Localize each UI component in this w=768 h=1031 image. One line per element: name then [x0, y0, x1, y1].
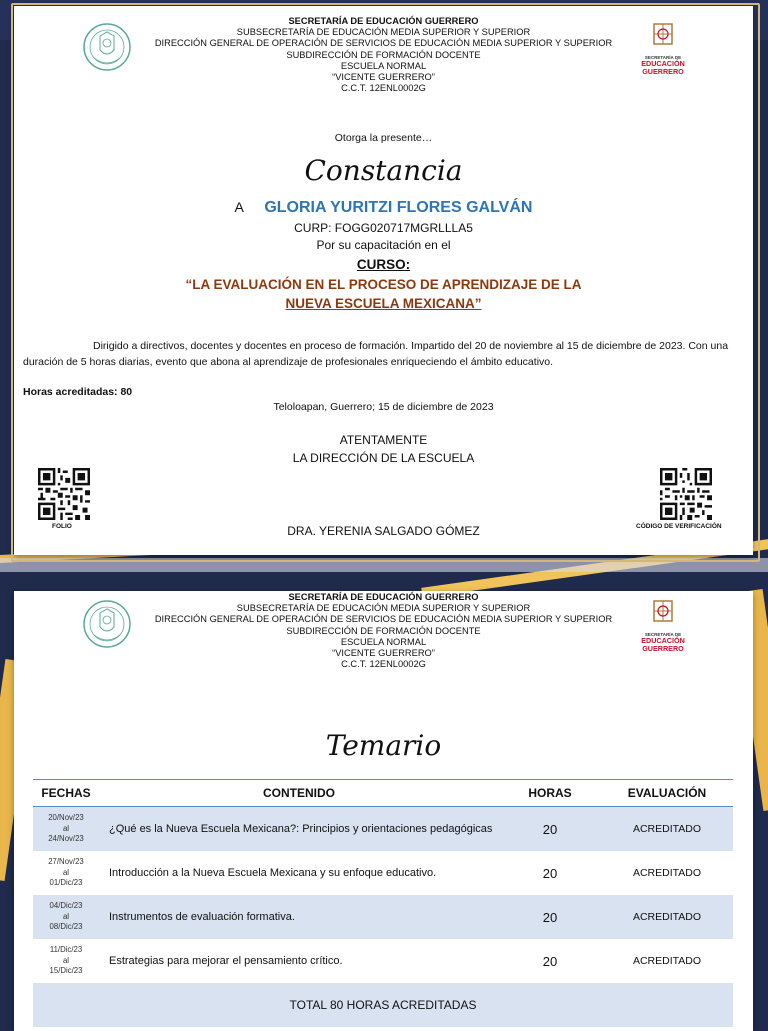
column-header-evaluation: EVALUACIÓN: [601, 780, 733, 807]
date-al: al: [62, 867, 70, 877]
evaluation-cell: ACREDITADO: [601, 807, 733, 852]
hours-cell: 20: [499, 807, 601, 852]
hours-cell: 20: [499, 895, 601, 939]
header-line: ESCUELA NORMAL: [340, 636, 427, 647]
total-hours: TOTAL 80 HORAS ACREDITADAS: [33, 983, 733, 1027]
course-title-line2: NUEVA ESCUELA MEXICANA”: [285, 296, 482, 311]
header-line: DIRECCIÓN GENERAL DE OPERACIÓN DE SERVICIOS DE EDUCACIÓN MEDIA SUPERIOR Y SUPERIOR: [154, 614, 613, 625]
syllabus-title: Temario: [325, 729, 442, 762]
evaluation-cell: ACREDITADO: [632, 867, 702, 879]
date-al: al: [62, 823, 70, 833]
recipient-prefix: A: [234, 199, 244, 215]
date-from: 20/Nov/23: [48, 813, 84, 823]
date-to: 08/Dic/23: [49, 922, 83, 932]
logo-mid-text: EDUCACIÓN: [641, 636, 685, 645]
certificate-title: Constancia: [304, 154, 463, 187]
evaluation-cell: ACREDITADO: [601, 895, 733, 939]
header-line: “VICENTE GUERRERO”: [332, 72, 435, 83]
hours-cell: 20: [542, 953, 558, 969]
header-line: C.C.T. 12ENL0002G: [341, 83, 426, 94]
closing-text: ATENTAMENTE: [339, 433, 428, 447]
folio-label: FOLIO: [52, 523, 72, 530]
header-line: SUBDIRECCIÓN DE FORMACIÓN DOCENTE: [286, 625, 481, 636]
recipient-name: GLORIA YURITZI FLORES GALVÁN: [264, 199, 533, 216]
date-al: al: [62, 955, 70, 965]
header-line: SECRETARÍA DE EDUCACIÓN GUERRERO: [288, 16, 479, 26]
date-to: 15/Dic/23: [49, 966, 83, 976]
course-title-line1: “LA EVALUACIÓN EN EL PROCESO DE APRENDIZAJE DE LA: [185, 277, 582, 292]
header-line: SUBDIRECCIÓN DE FORMACIÓN DOCENTE: [286, 49, 481, 60]
column-header-hours: HORAS: [499, 780, 601, 807]
date-range: [33, 851, 99, 895]
date-range: [33, 895, 99, 939]
table-row: [33, 851, 733, 895]
total-row: [33, 983, 733, 1027]
background-light-stripe: [0, 558, 768, 572]
header-line: DIRECCIÓN GENERAL DE OPERACIÓN DE SERVICIOS DE EDUCACIÓN MEDIA SUPERIOR Y SUPERIOR: [154, 38, 613, 49]
certificate-page: [14, 6, 753, 555]
logo-bottom-text: GUERRERO: [642, 67, 684, 76]
course-description: Dirigido a directivos, docentes y docentes en proceso de formación. Impartido del 20 de noviembre al 15 de diciembre de 2023. Con una duración de 5 horas diarias, evento que abona al aprendizaje de profesionales enriqueciendo el ámbito educativo.: [23, 340, 729, 368]
verification-code-label: CÓDIGO DE VERIFICACIÓN: [636, 523, 722, 530]
logo-mid-text: EDUCACIÓN: [641, 59, 685, 68]
institution-header: [14, 592, 753, 670]
logo-top-text: SECRETARÍA DE: [644, 632, 682, 637]
school-direction: LA DIRECCIÓN DE LA ESCUELA: [292, 451, 475, 465]
signer-name: DRA. YERENIA SALGADO GÓMEZ: [287, 524, 480, 538]
date-range: [33, 807, 99, 852]
table-header-row: [33, 780, 733, 807]
content-cell: ¿Qué es la Nueva Escuela Mexicana?: Principios y orientaciones pedagógicas: [99, 807, 499, 852]
verification-qr-code-icon: [660, 468, 712, 520]
header-line: SECRETARÍA DE EDUCACIÓN GUERRERO: [288, 592, 479, 602]
content-cell: Estrategias para mejorar el pensamiento crítico.: [109, 955, 343, 967]
column-header-content: CONTENIDO: [99, 780, 499, 807]
date-range: [33, 939, 99, 983]
header-line: SUBSECRETARÍA DE EDUCACIÓN MEDIA SUPERIOR Y SUPERIOR: [236, 27, 531, 38]
header-line: C.C.T. 12ENL0002G: [341, 659, 426, 670]
header-line: “VICENTE GUERRERO”: [332, 648, 435, 659]
date-from: 27/Nov/23: [48, 857, 84, 867]
curp: CURP: FOGG020717MGRLLLA5: [294, 221, 473, 235]
course-label: CURSO:: [356, 257, 411, 272]
institution-header: [14, 16, 753, 94]
recipient-line: [14, 199, 753, 217]
date-to: 24/Nov/23: [48, 834, 84, 844]
syllabus-table: [33, 779, 733, 1027]
logo-top-text: SECRETARÍA DE: [644, 55, 682, 60]
hours-cell: 20: [542, 865, 558, 881]
column-header-dates: FECHAS: [33, 780, 99, 807]
evaluation-cell: ACREDITADO: [632, 955, 702, 967]
date-from: 11/Dic/23: [49, 945, 83, 955]
folio-qr-code-icon: [38, 468, 90, 520]
table-row: [33, 807, 733, 852]
table-row: [33, 895, 733, 939]
date-from: 04/Dic/23: [49, 901, 83, 911]
table-row: [33, 939, 733, 983]
training-text: Por su capacitación en el: [316, 238, 451, 252]
grant-text: Otorga la presente…: [334, 132, 433, 144]
header-line: ESCUELA NORMAL: [340, 60, 427, 71]
date-to: 01/Dic/23: [49, 878, 83, 888]
logo-bottom-text: GUERRERO: [642, 644, 684, 653]
date-al: al: [62, 911, 70, 921]
content-cell: Introducción a la Nueva Escuela Mexicana y su enfoque educativo.: [109, 867, 437, 879]
credited-hours: Horas acreditadas: 80: [23, 386, 133, 398]
header-line: SUBSECRETARÍA DE EDUCACIÓN MEDIA SUPERIOR Y SUPERIOR: [236, 603, 531, 614]
place-date: Teloloapan, Guerrero; 15 de diciembre de 2023: [273, 401, 494, 413]
syllabus-page: [14, 591, 753, 1031]
content-cell: Instrumentos de evaluación formativa.: [99, 895, 499, 939]
